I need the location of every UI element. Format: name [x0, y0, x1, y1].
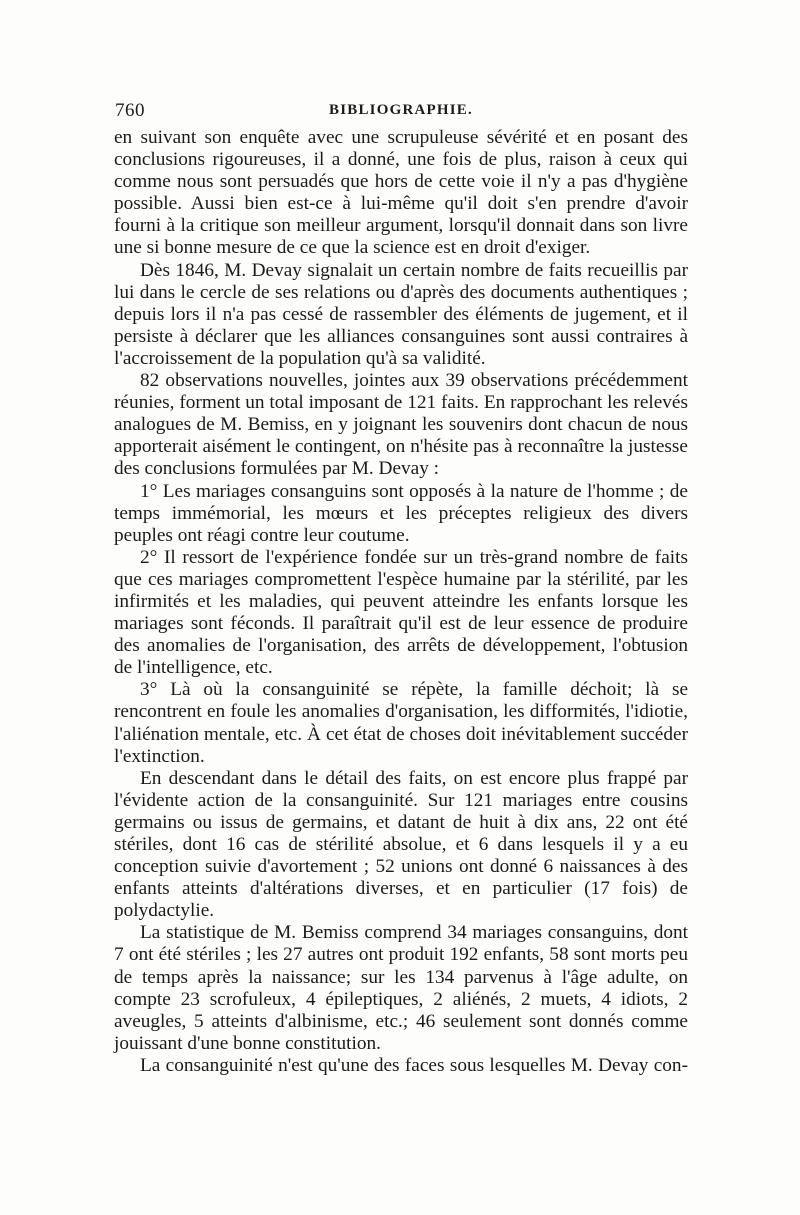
conclusion-3: 3° Là où la consanguinité se répète, la famille déchoit; là se rencontrent en foule les anomalies d'organisation, les difformités, l'idiotie, l'aliénation mentale, etc. À cet état de choses doit inévitablement succéder l'extinction.: [114, 679, 688, 767]
body-text: [114, 127, 688, 1077]
paragraph-continuation: en suivant son enquête avec une scrupuleuse sévérité et en posant des conclusions rigoureuses, il a donné, une fois de plus, raison à ceux qui comme nous sont persuadés que hors de cette voie il n'y a pas d'hygiène possible. Aussi bien est-ce à lui-même qu'il doit s'en prendre d'avoir fourni à la critique son meilleur argument, lorsqu'il donnait dans son livre une si bonne mesure de ce que la science est en droit d'exiger.: [114, 127, 688, 259]
conclusion-1: 1° Les mariages consanguins sont opposés à la nature de l'homme ; de temps immémorial, les mœurs et les préceptes religieux des divers peuples ont réagi contre leur coutume.: [114, 480, 688, 546]
running-head: [115, 100, 687, 126]
running-title: BIBLIOGRAPHIE.: [329, 102, 473, 118]
page-number: 760: [115, 100, 145, 121]
paragraph-observations: 82 observations nouvelles, jointes aux 39 observations précédemment réunies, forment un total imposant de 121 faits. En rapprochant les relevés analogues de M. Bemiss, en y joignant les souvenirs dont chacun de nous apporterait aisément le contingent, on n'hésite pas à reconnaître la justesse des conclusions formulées par M. Devay :: [114, 370, 688, 480]
paragraph-detail-faits: En descendant dans le détail des faits, on est encore plus frappé par l'évidente action de la consanguinité. Sur 121 mariages entre cousins germains ou issus de germains, et datant de huit à dix ans, 22 ont été stériles, dont 16 cas de stérilité absolue, et 6 dans lesquels il y a eu conception suivie d'avortement ; 52 unions ont donné 6 naissances à des enfants atteints d'altérations diverses, et en particulier (17 fois) de polydactylie.: [114, 767, 688, 922]
paragraph-devay-1846: Dès 1846, M. Devay signalait un certain nombre de faits recueillis par lui dans le cercle de ses relations ou d'après des documents authentiques ; depuis lors il n'a pas cessé de rassembler des éléments de jugement, et il persiste à déclarer que les alliances consanguines sont aussi contraires à l'accroissement de la population qu'à sa validité.: [114, 259, 688, 369]
paragraph-statistique-bemiss: La statistique de M. Bemiss comprend 34 mariages consanguins, dont 7 ont été stériles ; les 27 autres ont produit 192 enfants, 58 sont morts peu de temps après la naissance; sur les 134 parvenus à l'âge adulte, on compte 23 scrofuleux, 4 épileptiques, 2 aliénés, 2 muets, 4 idiots, 2 aveugles, 5 atteints d'albinisme, etc.; 46 seulement sont donnés comme jouissant d'une bonne constitution.: [114, 922, 688, 1054]
conclusion-2: 2° Il ressort de l'expérience fondée sur un très-grand nombre de faits que ces mariages compromettent l'espèce humaine par la stérilité, par les infirmités et les maladies, qui peuvent atteindre les enfants lorsque les mariages sont féconds. Il paraîtrait qu'il est de leur essence de produire des anomalies de l'organisation, des arrêts de développement, l'obtusion de l'intelligence, etc.: [114, 546, 688, 679]
paragraph-final-line: La consanguinité n'est qu'une des faces sous lesquelles M. Devay con-: [140, 1054, 688, 1076]
